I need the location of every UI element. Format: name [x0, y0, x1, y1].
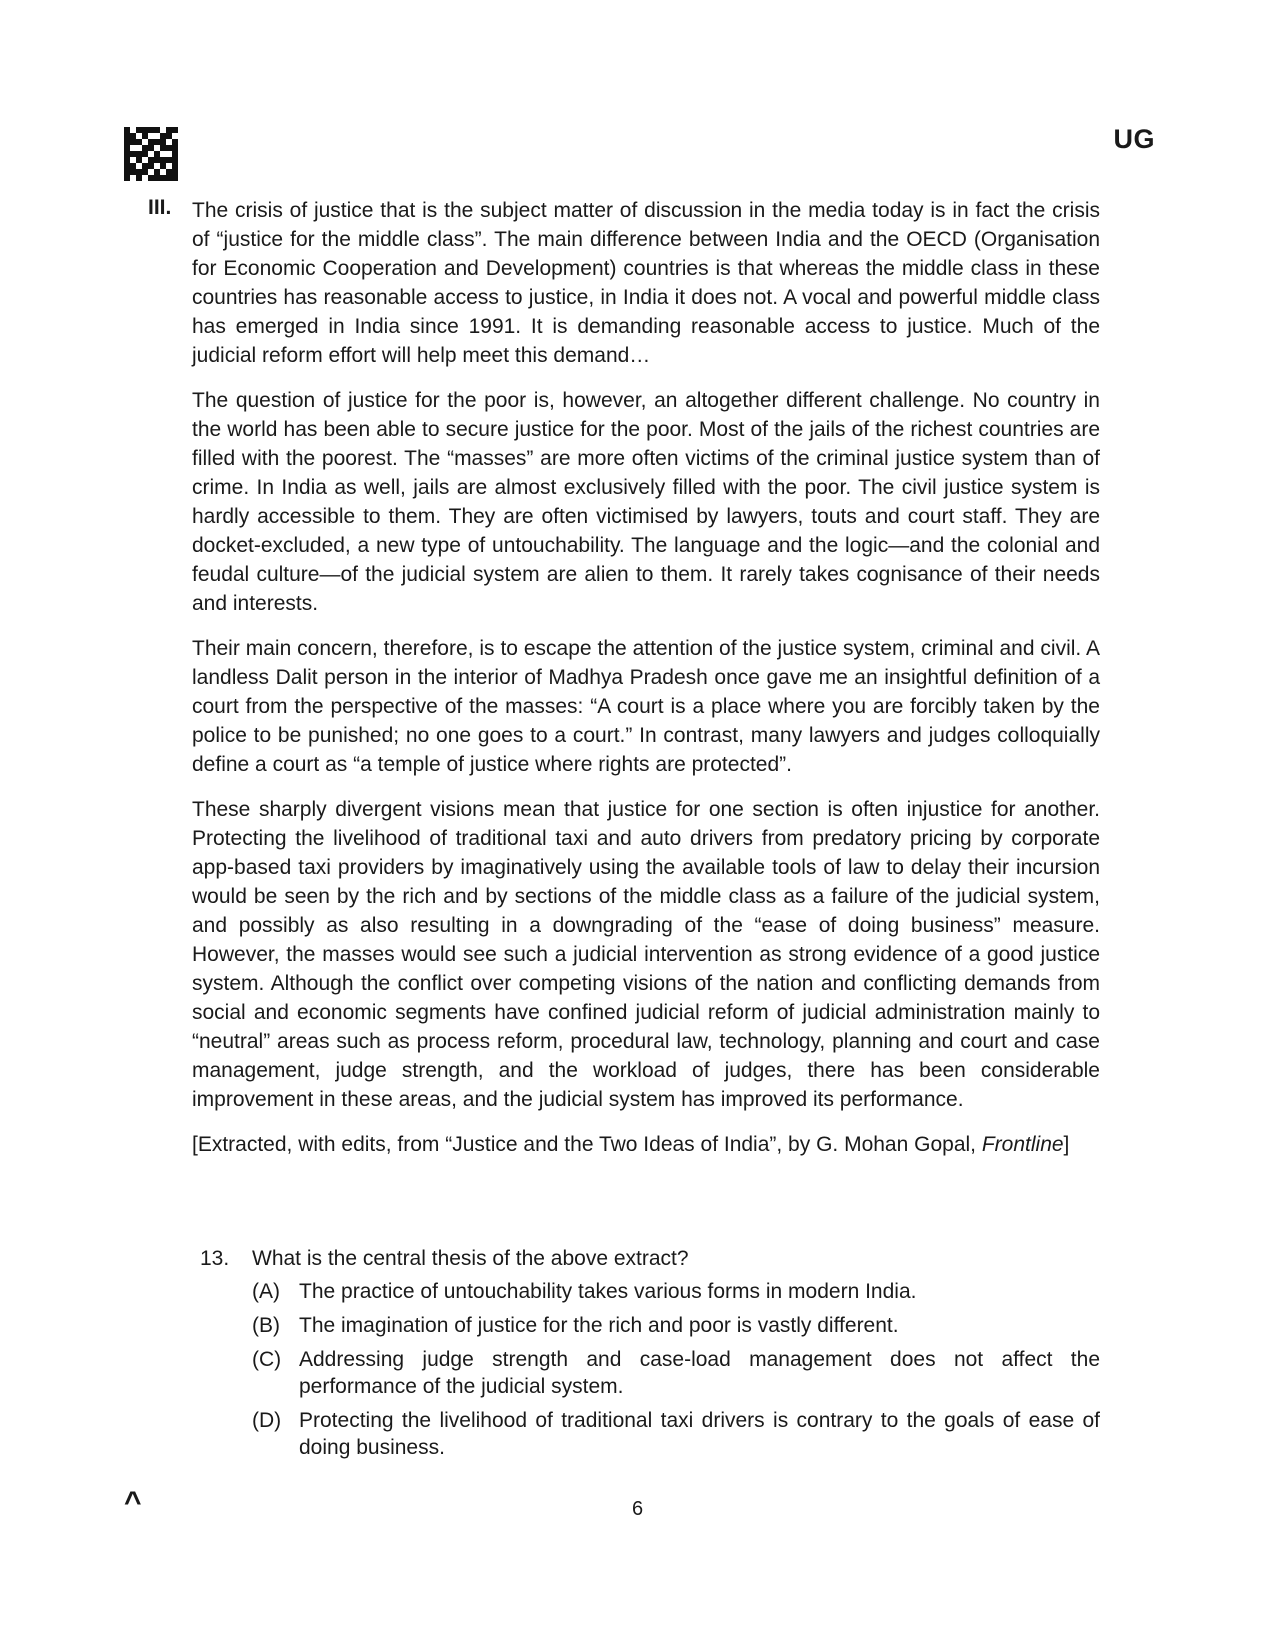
source-publication: Frontline — [981, 1133, 1064, 1156]
option-text: Protecting the livelihood of traditional taxi drivers is contrary to the goals of ease of doing business. — [299, 1409, 1100, 1459]
caret-up-icon: ^ — [124, 1486, 142, 1519]
section-number: III. — [148, 196, 172, 219]
passage-paragraph: Their main concern, therefore, is to escape the attention of the justice system, criminal and civil. A landless Dalit person in the interior of Madhya Pradesh once gave me an insightful definition of a court from the perspective of the masses: “A court is a place where you are forcibly taken by the police to be punished; no one goes to a court.” In contrast, many lawyers and judges colloquially define a court as “a temple of justice where rights are protected”. — [192, 637, 1100, 776]
option-text: The practice of untouchability takes various forms in modern India. — [299, 1280, 917, 1303]
question-text: What is the central thesis of the above extract? — [252, 1247, 689, 1270]
option-a[interactable] — [252, 1278, 1100, 1305]
question-stem — [200, 1245, 1100, 1272]
option-text: Addressing judge strength and case-load management does not affect the performance of the judicial system. — [299, 1348, 1100, 1398]
option-letter: (B) — [252, 1314, 280, 1337]
passage-paragraph: These sharply divergent visions mean that justice for one section is often injustice for another. Protecting the livelihood of traditional taxi and auto drivers from predatory pricing by corporate app-based taxi providers by imaginatively using the available tools of law to delay their incursion would be seen by the rich and by sections of the middle class as a failure of the judicial system, and possibly as also resulting in a downgrading of the “ease of doing business” measure. However, the masses would see such a judicial intervention as strong evidence of a good justice system. Although the conflict over competing visions of the nation and conflicting demands from social and economic segments have confined judicial reform of judicial administration mainly to “neutral” areas such as process reform, procedural law, technology, planning and court and case management, judge strength, and the workload of judges, there has been considerable improvement in these areas, and the judicial system has improved its performance. — [192, 798, 1100, 1111]
source-suffix: ] — [1063, 1133, 1070, 1156]
option-letter: (D) — [252, 1409, 282, 1432]
option-letter: (C) — [252, 1348, 282, 1371]
paper-code-label: UG — [1113, 124, 1155, 154]
option-b[interactable] — [252, 1312, 1100, 1339]
option-text: The imagination of justice for the rich and poor is vastly different. — [299, 1314, 899, 1337]
page-number: 6 — [631, 1498, 644, 1520]
source-prefix: [Extracted, with edits, from “Justice and the Two Ideas of India”, by G. Mohan Gopal, — [192, 1133, 976, 1156]
question-13 — [200, 1245, 1100, 1468]
option-d[interactable] — [252, 1407, 1100, 1461]
passage — [192, 196, 1100, 1159]
option-letter: (A) — [252, 1280, 280, 1303]
question-number: 13. — [200, 1247, 230, 1270]
passage-paragraph: The question of justice for the poor is, however, an altogether different challenge. No country in the world has been able to secure justice for the poor. Most of the jails of the richest countries are filled with the poorest. The “masses” are more often victims of the criminal justice system than of crime. In India as well, jails are almost exclusively filled with the poor. The civil justice system is hardly accessible to them. They are often victimised by lawyers, touts and court staff. They are docket-excluded, a new type of untouchability. The language and the logic—and the colonial and feudal culture—of the judicial system are alien to them. It rarely takes cognisance of their needs and interests. — [192, 389, 1100, 615]
qr-code-icon — [124, 127, 178, 181]
passage-source — [192, 1130, 1100, 1159]
option-c[interactable] — [252, 1346, 1100, 1400]
passage-paragraph: The crisis of justice that is the subject matter of discussion in the media today is in fact the crisis of “justice for the middle class”. The main difference between India and the OECD (Organisation for Economic Cooperation and Development) countries is that whereas the middle class in these countries has reasonable access to justice, in India it does not. A vocal and powerful middle class has emerged in India since 1991. It is demanding reasonable access to justice. Much of the judicial reform effort will help meet this demand… — [192, 199, 1100, 367]
